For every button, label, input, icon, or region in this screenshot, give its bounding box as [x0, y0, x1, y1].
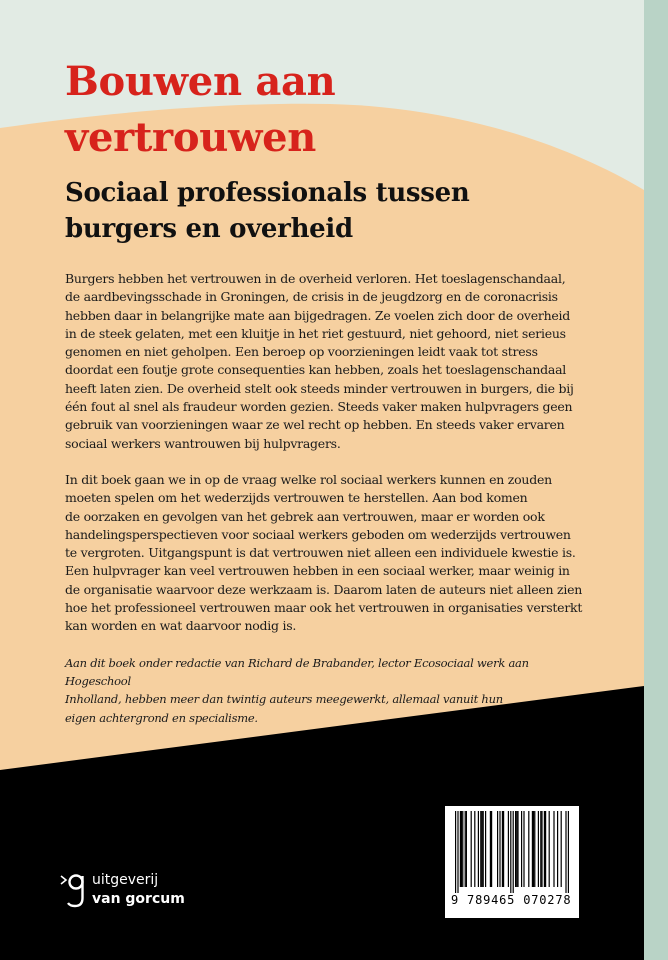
barcode-bars: [449, 811, 575, 893]
barcode-bar: [502, 811, 503, 887]
barcode-bar: [483, 811, 484, 887]
barcode-bar: [545, 811, 546, 887]
barcode-bar: [534, 811, 535, 887]
barcode-bar: [532, 811, 533, 887]
barcode-bar: [528, 811, 529, 887]
barcode-bar: [516, 811, 517, 887]
blurb-paragraph-1: Burgers hebben het vertrouwen in de overheid verloren. Het toeslagenschandaal, de aardbevingsschade in Groningen, de crisis in de jeugdzorg en de coronacrisis hebben daar in belangrijke mate aan bijgedragen. Ze voelen zich door de overheid in de steek gelaten, met een kluitje in het riet gestuurd, niet gehoord, niet serieus genomen en niet geholpen. Een beroep op voorzieningen leidt vaak tot stress doordat een foutje grote consequenties kan hebben, zoals het toeslagenschandaal heeft laten zien. De overheid stelt ook steeds minder vertrouwen in burgers, die bij één fout al snel als fraudeur worden gezien. Steeds vaker maken hulpvragers geen gebruik van voorzieningen waar ze wel recht op hebben. En steeds vaker ervaren sociaal werkers wantrouwen bij hulpvragers.: [65, 271, 574, 451]
barcode-bar: [521, 811, 522, 887]
barcode-bar: [491, 811, 492, 887]
barcode-bar: [508, 811, 509, 887]
barcode-bar: [457, 811, 458, 893]
barcode-bar: [466, 811, 467, 887]
blurb: [65, 270, 595, 745]
barcode-bar: [510, 811, 511, 893]
barcode-bar: [549, 811, 550, 887]
barcode-bar: [490, 811, 491, 887]
barcode-bar: [503, 811, 504, 887]
barcode-bar: [480, 811, 481, 887]
blurb-paragraph-2: In dit boek gaan we in op de vraag welke rol sociaal werkers kunnen en zouden moeten spelen om het wederzijds vertrouwen te herstellen. Aan bod komen de oorzaken en gevolgen van het gebrek aan vertrouwen, maar er worden ook handelingsperspectieven voor sociaal werkers geboden om wederzijds vertrouwen te vergroten. Uitgangspunt is dat vertrouwen niet alleen een individuele kwestie is. Een hulpvrager kan veel vertrouwen hebben in een sociaal werker, maar weinig in de organisatie waarvoor deze werkzaam is. Daarom laten de auteurs niet alleen zien hoe het professioneel vertrouwen maar ook het vertrouwen in organisaties versterkt kan worden en wat daarvoor nodig is.: [65, 471, 583, 634]
barcode-bar: [541, 811, 542, 887]
barcode-bar: [561, 811, 562, 887]
spine-strip: [644, 0, 668, 960]
publisher-line-1: uitgeverij: [92, 872, 159, 888]
barcode-digits: 9 789465 070278 >: [451, 893, 588, 907]
book-title: [65, 54, 335, 166]
barcode-bar: [462, 811, 463, 887]
barcode-bar: [461, 811, 462, 887]
barcode-bar: [517, 811, 518, 887]
barcode-bar: [474, 811, 475, 887]
publisher-name: [92, 871, 185, 909]
barcode-bar: [471, 811, 472, 887]
barcode-bar: [533, 811, 534, 887]
barcode-bar: [544, 811, 545, 887]
publisher-line-2: van gorcum: [92, 891, 185, 907]
barcode-bar: [455, 811, 456, 893]
barcode-bar: [523, 811, 524, 887]
barcode-bar: [565, 811, 566, 893]
barcode-bar: [515, 811, 516, 887]
subtitle-line-2: burgers en overheid: [65, 214, 353, 244]
title-line-2: vertrouwen: [65, 114, 317, 161]
barcode-bar: [478, 811, 479, 887]
g-mark-icon: [60, 868, 88, 912]
barcode-bar: [499, 811, 500, 887]
barcode-bar: [513, 811, 514, 893]
barcode-bar: [460, 811, 461, 887]
barcode-bar: [497, 811, 498, 887]
barcode-bar: [538, 811, 539, 887]
barcode-bar: [557, 811, 558, 887]
barcode-bar: [553, 811, 554, 887]
subtitle-line-1: Sociaal professionals tussen: [65, 178, 470, 208]
book-subtitle: [65, 175, 469, 247]
barcode-bar: [540, 811, 541, 887]
barcode-bar: [485, 811, 486, 887]
barcode-bar: [481, 811, 482, 887]
barcode-bar: [568, 811, 569, 893]
publisher-logo: [60, 868, 185, 912]
barcode-bar: [465, 811, 466, 887]
title-line-1: Bouwen aan: [65, 58, 336, 105]
barcode: [445, 806, 588, 918]
credits-paragraph: Aan dit boek onder redactie van Richard de Brabander, lector Ecosociaal werk aan Hogeschool Inholland, hebben meer dan twintig auteurs meegewerkt, allemaal vanuit hun eigen achtergrond en specialisme.: [65, 655, 529, 725]
